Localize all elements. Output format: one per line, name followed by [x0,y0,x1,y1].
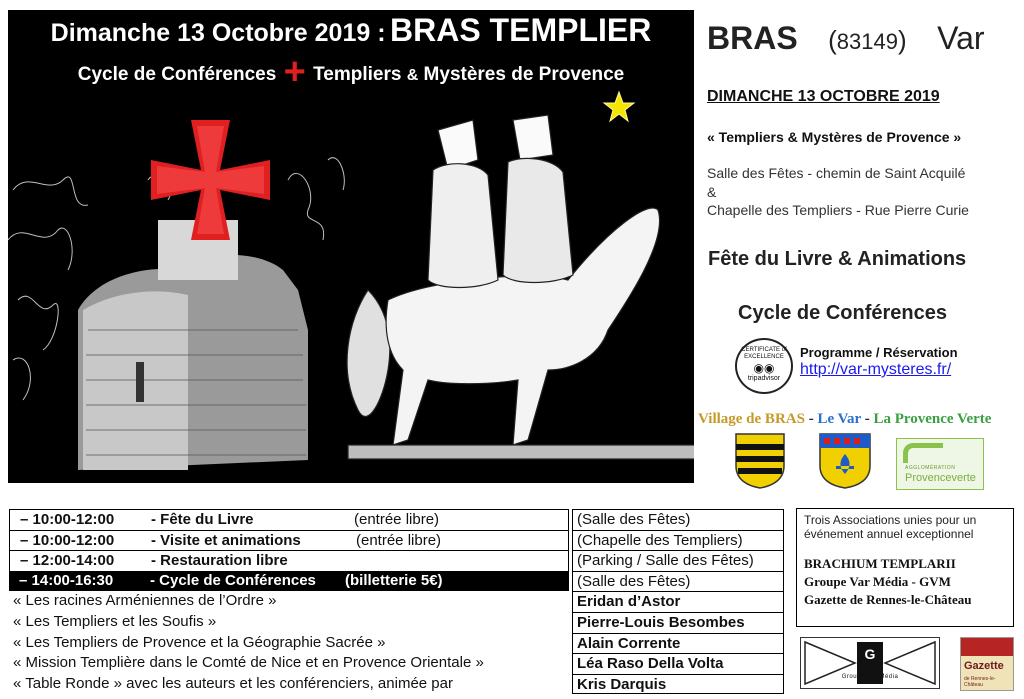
town-postcode: (83149) [828,25,907,55]
talk-row: « Les Templiers et les Soufis » [13,612,217,630]
tripadvisor-badge-icon [735,338,793,394]
gazette-logo [960,637,1014,691]
partner-var: Le Var [817,411,861,427]
event-poster [8,10,694,483]
agglo-name: Provenceverte [905,472,976,484]
poster-subtitle-amp: & [406,67,419,84]
talk-row: « Mission Templière dans le Comté de Nice et en Provence Orientale » [13,654,484,672]
speaker-cell: Pierre-Louis Besombes [572,612,784,633]
gvm-letter: G [864,646,876,662]
event-theme: « Templiers & Mystères de Provence » [707,129,962,145]
talk-row: « Table Ronde » avec les auteurs et les conférenciers, animée par [13,674,453,692]
schedule-note: (entrée libre) [354,511,440,528]
venue-column [572,509,784,694]
program-link[interactable]: http://var-mysteres.fr/ [800,361,952,378]
feature-conferences: Cycle de Conférences [738,302,947,324]
var-crest-icon [818,432,872,490]
poster-title-date: Dimanche 13 Octobre 2019 : [50,19,386,47]
tripadvisor-badge-name: tripadvisor [747,375,781,382]
poster-title-place: BRAS TEMPLIER [389,12,652,48]
gazette-banner [961,638,1014,656]
feature-book-fair: Fête du Livre & Animations [708,248,967,270]
schedule-row-conferences [9,571,569,592]
town-name: BRAS [707,20,798,56]
program-label: Programme / Réservation [800,345,958,360]
talk-row: « Les Templiers de Provence et la Géographie Sacrée » [13,633,386,651]
venue-ampersand: & [707,184,717,200]
association-name: BRACHIUM TEMPLARII [804,556,956,571]
schedule-time: – 10:00-12:00 [20,511,115,528]
schedule-table [9,509,569,694]
tripadvisor-owl-icon: ◉◉ [753,361,775,375]
schedule-activity: - Fête du Livre [151,511,254,528]
templar-knights-horse-image [347,115,694,459]
town-heading [707,20,985,57]
poster-subtitle-end: Mystères de Provence [423,64,625,85]
partner-separator: - [804,411,818,427]
gvm-logo [800,637,940,689]
schedule-activity: - Visite et animations [151,531,301,549]
speaker-cell: Alain Corrente [572,633,784,654]
gvm-subtitle: Groupe Var Média [841,674,899,680]
provence-verte-logo [896,438,984,490]
schedule-time: – 10:00-12:00 [20,531,115,549]
red-plus-icon: + [283,51,306,93]
venue-chapelle: Chapelle des Templiers - Rue Pierre Curie [707,202,969,218]
schedule-note: (entrée libre) [356,531,442,549]
talk-row: « Les racines Arméniennes de l’Ordre » [13,592,277,610]
agglo-label: AGGLOMÉRATION [905,465,956,471]
partners-line [698,411,991,428]
partner-separator: - [860,411,874,427]
schedule-row [9,530,569,551]
venue-cell: (Chapelle des Templiers) [572,530,784,551]
gazette-word: Gazette [964,660,1004,672]
bras-crest-icon [734,432,786,490]
schedule-row [9,550,569,571]
association-name: Gazette de Rennes-le-Château [804,592,972,607]
event-date: DIMANCHE 13 OCTOBRE 2019 [707,88,940,105]
associations-names [804,555,1006,609]
schedule-activity: - Restauration libre [151,552,288,570]
poster-subtitle-left: Cycle de Conférences [77,64,277,85]
leaf-icon [903,443,943,463]
schedule-note: (billetterie 5€) [345,571,443,589]
venue-cell: (Salle des Fêtes) [572,571,784,592]
schedule-row [9,509,569,530]
association-name: Groupe Var Média - GVM [804,574,951,589]
town-postcode-value: 83149 [836,29,898,54]
venue-cell: (Parking / Salle des Fêtes) [572,550,784,571]
associations-box [796,508,1014,627]
speaker-cell: Léa Raso Della Volta [572,653,784,674]
chapel-image [78,220,308,470]
speaker-cell: Eridan d’Astor [572,591,784,612]
schedule-time: – 14:00-16:30 [19,571,114,589]
poster-subtitle [8,51,694,93]
gazette-subline: de Rennes-le-Château [964,676,996,688]
schedule-activity: - Cycle de Conférences [150,571,316,589]
venue-cell: (Salle des Fêtes) [572,509,784,530]
poster-title [8,12,694,49]
partner-village: Village de BRAS [698,411,805,427]
tripadvisor-badge-title: CERTIFICATE of EXCELLENCE [741,347,787,360]
poster-subtitle-right: Templiers [313,64,402,85]
poster-artwork [8,100,694,483]
schedule-time: – 12:00-14:00 [20,552,115,570]
venue-salle-des-fetes: Salle des Fêtes - chemin de Saint Acquilé [707,165,966,181]
town-region: Var [937,20,985,56]
partner-provence-verte: La Provence Verte [873,411,992,427]
speaker-cell: Kris Darquis [572,674,784,695]
associations-intro: Trois Associations unies pour un événement annuel exceptionnel [804,513,977,541]
